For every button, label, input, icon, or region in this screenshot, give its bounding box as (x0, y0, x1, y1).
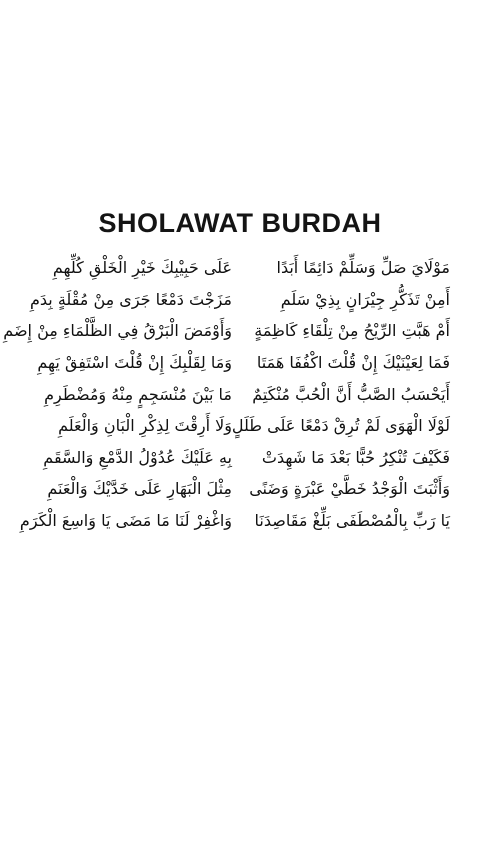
verse-row (36, 378, 450, 410)
verse-row (29, 284, 450, 316)
verse-row (19, 505, 450, 537)
verse-row (3, 315, 450, 347)
verse-row (36, 473, 450, 505)
page-title: SHOLAWAT BURDAH (98, 208, 382, 238)
verse-second-hemistich: عَلَى حَبِيْبِكَ خَيْرِ الْخَلْقِ كُلِّهِمِ (52, 258, 232, 278)
verse-first-hemistich: لَوْلَا الْهَوَى لَمْ تُرِقْ دَمْعًا عَلَى طَلَلٍ (231, 416, 450, 436)
verse-second-hemistich: وَاغْفِرْ لَنَا مَا مَضَى يَا وَاسِعَ الْكَرَمِ (19, 511, 232, 531)
verse-second-hemistich: مَا بَيْنَ مُنْسَجِمٍ مِنْهُ وَمُضْطَرِمِ (44, 384, 232, 404)
verse-row (36, 442, 450, 474)
verse-first-hemistich: فَمَا لِعَيْنَيْكَ إِنْ قُلْتَ اكْفُفَا هَمَتَا (256, 353, 450, 373)
verse-second-hemistich: وَمَا لِقَلْبِكَ إِنْ قُلْتَ اسْتَفِقْ يَهِمِ (37, 353, 232, 373)
verse-second-hemistich: مِثْلَ الْبَهَارِ عَلَى خَدَّيْكَ وَالْعَنَمِ (47, 479, 232, 499)
verse-first-hemistich: أَيَحْسَبُ الصَّبُّ أَنَّ الْحُبَّ مُنْكَتِمٌ (252, 384, 450, 404)
verse-row (36, 347, 450, 379)
verse-row (36, 252, 450, 284)
verse-first-hemistich: أَمِنْ تَذَكُّرِ جِيْرَانٍ بِذِيْ سَلَمِ (280, 289, 450, 309)
verse-second-hemistich: وَأَوْمَضَ الْبَرْقُ فِي الظَّلْمَاءِ مِنْ إِضَمِ (3, 321, 232, 341)
verse-row (36, 410, 450, 442)
verse-list (3, 252, 450, 536)
verse-first-hemistich: أَمْ هَبَّتِ الرِّيْحُ مِنْ تِلْقَاءِ كَاظِمَةٍ (254, 321, 450, 341)
verse-first-hemistich: يَا رَبِّ بِالْمُصْطَفَى بَلِّغْ مَقَاصِدَنَا (254, 511, 450, 531)
verse-second-hemistich: مَزَجْتَ دَمْعًا جَرَى مِنْ مُقْلَةٍ بِدَمِ (29, 289, 232, 309)
verse-first-hemistich: فَكَيْفَ تُنْكِرُ حُبًّا بَعْدَ مَا شَهِدَتْ (261, 447, 450, 467)
verse-first-hemistich: مَوْلَايَ صَلِّ وَسَلِّمْ دَائِمًا أَبَدًا (276, 258, 450, 278)
verse-second-hemistich: وَلَا أَرِقْتَ لِذِكْرِ الْبَانِ وَالْعَلَمِ (58, 416, 232, 436)
verse-first-hemistich: وَأَثْبَتَ الْوَجْدُ خَطَّيْ عَبْرَةٍ وَضَنًى (249, 479, 450, 499)
verse-second-hemistich: بِهِ عَلَيْكَ عُدُوْلُ الدَّمْعِ وَالسَّقَمِ (43, 447, 232, 467)
